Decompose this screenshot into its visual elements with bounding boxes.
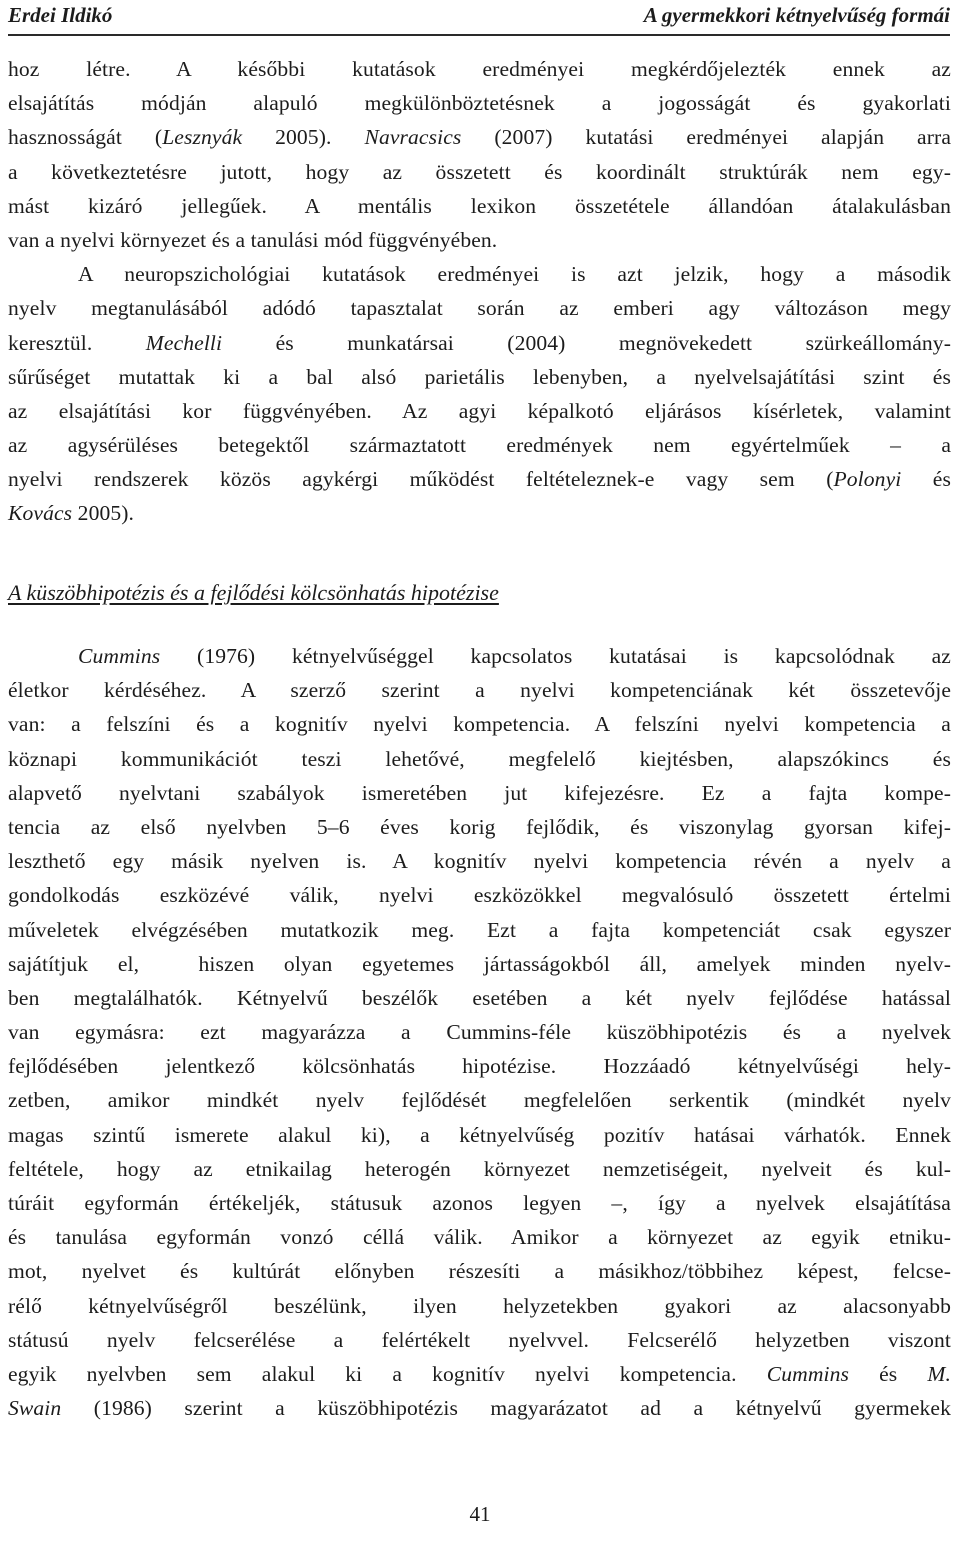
text-run: rélő kétnyelvűségről beszélünk, ilyen helyzetekben gyakori az alacsonyabb <box>8 1293 951 1318</box>
text-line <box>8 639 951 673</box>
text-line <box>8 742 951 776</box>
text-line <box>8 878 951 912</box>
text-run: az elsajátítási kor függvényében. Az agyi képalkotó eljárásos kísérletek, valamint <box>8 398 951 423</box>
text-line <box>8 394 951 428</box>
text-run: köznapi kommunikációt teszi lehetővé, megfelelő kiejtésben, alapszókincs és <box>8 746 951 771</box>
text-run: túráit egyformán értékeljék, státusuk azonos legyen –, így a nyelvek elsajátítása <box>8 1191 951 1215</box>
text-run: van a nyelvi környezet és a tanulási mód függvényében. <box>8 227 498 252</box>
running-header <box>8 0 950 36</box>
italic-citation: Navracsics <box>364 125 462 150</box>
text-line <box>8 257 951 291</box>
text-line <box>8 428 951 462</box>
text-run: feltétele, hogy az etnikailag heterogén környezet nemzetiségeit, nyelveit és kul- <box>8 1156 951 1181</box>
paragraph-block-1 <box>8 52 951 531</box>
text-run: műveletek elvégzésében mutatkozik meg. Ezt a fajta kompetenciát csak egyszer <box>8 917 951 942</box>
text-run: mot, nyelvet és kultúrát előnyben részesíti a másikhoz/többihez képest, felcse- <box>8 1259 951 1284</box>
header-author: Erdei Ildikó <box>8 3 113 27</box>
text-line <box>8 86 951 120</box>
text-run: és <box>849 1361 928 1386</box>
text-line <box>8 155 951 189</box>
text-run: hasznosságát ( <box>8 125 163 150</box>
text-run: (1986) szerint a küszöbhipotézis magyarázatot ad a kétnyelvű gyermekek <box>61 1396 951 1421</box>
text-line <box>8 673 951 707</box>
text-run: alapvető nyelvtani szabályok ismeretében jut kifejezésre. Ez a fajta kompe- <box>8 780 951 805</box>
text-run: (2007) kutatási eredményei alapján arra <box>461 125 951 150</box>
text-line <box>8 947 951 981</box>
text-line <box>8 810 951 844</box>
italic-citation: Lesznyák <box>162 125 243 150</box>
text-run: zetben, amikor mindkét nyelv fejlődését megfelelően serkentik (mindkét nyelv <box>8 1088 951 1113</box>
text-run: státusú nyelv felcserélése a felértékelt nyelvvel. Felcserélő helyzetben viszont <box>8 1327 951 1352</box>
text-line <box>8 462 951 496</box>
text-line <box>8 291 951 325</box>
text-run: és <box>901 467 951 492</box>
text-run: gondolkodás eszközévé válik, nyelvi eszközökkel megvalósuló összetett értelmi <box>8 883 951 908</box>
italic-citation: Swain <box>8 1396 62 1421</box>
text-run: tencia az első nyelvben 5–6 éves korig fejlődik, és viszonylag gyorsan kifej- <box>8 814 951 839</box>
text-run: van egymásra: ezt magyarázza a Cummins-féle küszöbhipotézis és a nyelvek <box>8 1020 951 1045</box>
text-run: mást kizáró jellegűek. A mentális lexikon összetétele állandóan átalakulásban <box>8 193 951 218</box>
text-run: egyik nyelvben sem alakul ki a kognitív nyelvi kompetencia. <box>8 1361 767 1386</box>
text-run: nyelv megtanulásából adódó tapasztalat során az emberi agy változáson megy <box>8 296 951 321</box>
text-run: a következtetésre jutott, hogy az összetett és koordinált struktúrák nem egy- <box>8 159 951 184</box>
text-line <box>8 223 951 257</box>
text-line <box>8 1220 951 1254</box>
text-run: A neuropszichológiai kutatások eredményei is azt jelzik, hogy a második <box>78 262 951 287</box>
text-line <box>8 1083 951 1117</box>
text-run: magas szintű ismerete alakul ki), a kétnyelvűség pozitív hatásai várhatók. Ennek <box>8 1122 951 1147</box>
text-run: (1976) kétnyelvűséggel kapcsolatos kutatásai is kapcsolódnak az <box>160 644 951 668</box>
text-line <box>8 1289 951 1323</box>
text-line <box>8 189 951 223</box>
text-run: és tanulása egyformán vonzó céllá válik. Amikor a környezet az egyik etniku- <box>8 1225 951 1250</box>
text-run: sajátítjuk el, hiszen olyan egyetemes jártasságokból áll, amelyek minden nyelv- <box>8 951 951 976</box>
text-run: keresztül. <box>8 330 146 355</box>
italic-citation: Polonyi <box>833 467 902 492</box>
section-heading: A küszöbhipotézis és a fejlődési kölcsönhatás hipotézise <box>8 580 499 605</box>
text-line <box>8 1049 951 1083</box>
italic-citation: Cummins <box>766 1361 850 1386</box>
text-line <box>8 1118 951 1152</box>
paragraph-block-2 <box>8 639 951 1425</box>
text-run: ben megtalálhatók. Kétnyelvű beszélők esetében a két nyelv fejlődése hatással <box>8 985 951 1010</box>
text-line <box>8 1254 951 1288</box>
text-line <box>8 1357 951 1391</box>
text-line <box>8 707 951 741</box>
text-run: elsajátítás módján alapuló megkülönböztetésnek a jogosságát és gyakorlati <box>8 91 951 116</box>
text-line <box>8 981 951 1015</box>
italic-citation: M. <box>927 1361 951 1386</box>
text-line <box>8 1152 951 1186</box>
italic-citation: Kovács <box>8 501 73 526</box>
text-line <box>8 120 951 154</box>
text-line <box>8 52 951 86</box>
text-run: 2005). <box>242 125 365 150</box>
italic-citation: Cummins <box>78 644 161 668</box>
italic-citation: Mechelli <box>145 330 223 355</box>
text-run: az agysérüléses betegektől származtatott eredmények nem egyértelműek – a <box>8 433 951 458</box>
text-line <box>8 496 951 530</box>
text-line <box>8 1186 951 1220</box>
text-line <box>8 360 951 394</box>
text-run: fejlődésében jelentkező kölcsönhatás hipotézise. Hozzáadó kétnyelvűségi hely- <box>8 1054 951 1079</box>
header-title: A gyermekkori kétnyelvűség formái <box>643 3 950 27</box>
text-run: hoz létre. A későbbi kutatások eredményei megkérdőjelezték ennek az <box>8 57 951 81</box>
text-line <box>8 326 951 360</box>
text-run: nyelvi rendszerek közös agykérgi működést feltételeznek-e vagy sem ( <box>8 467 834 492</box>
text-run: leszthető egy másik nyelven is. A kognitív nyelvi kompetencia révén a nyelv a <box>8 849 951 874</box>
text-run: van: a felszíni és a kognitív nyelvi kompetencia. A felszíni nyelvi kompetencia a <box>8 712 951 737</box>
text-line <box>8 776 951 810</box>
text-line <box>8 1323 951 1357</box>
page-number: 41 <box>469 1502 491 1526</box>
text-run: életkor kérdéséhez. A szerző szerint a nyelvi kompetenciának két összetevője <box>8 678 951 703</box>
text-line <box>8 844 951 878</box>
text-line <box>8 1391 951 1425</box>
text-run: 2005). <box>72 501 135 526</box>
text-line <box>8 913 951 947</box>
text-line <box>8 1015 951 1049</box>
text-run: és munkatársai (2004) megnövekedett szürkeállomány- <box>222 330 951 355</box>
text-run: sűrűséget mutattak ki a bal alsó parietális lebenyben, a nyelvelsajátítási szint és <box>8 364 951 389</box>
